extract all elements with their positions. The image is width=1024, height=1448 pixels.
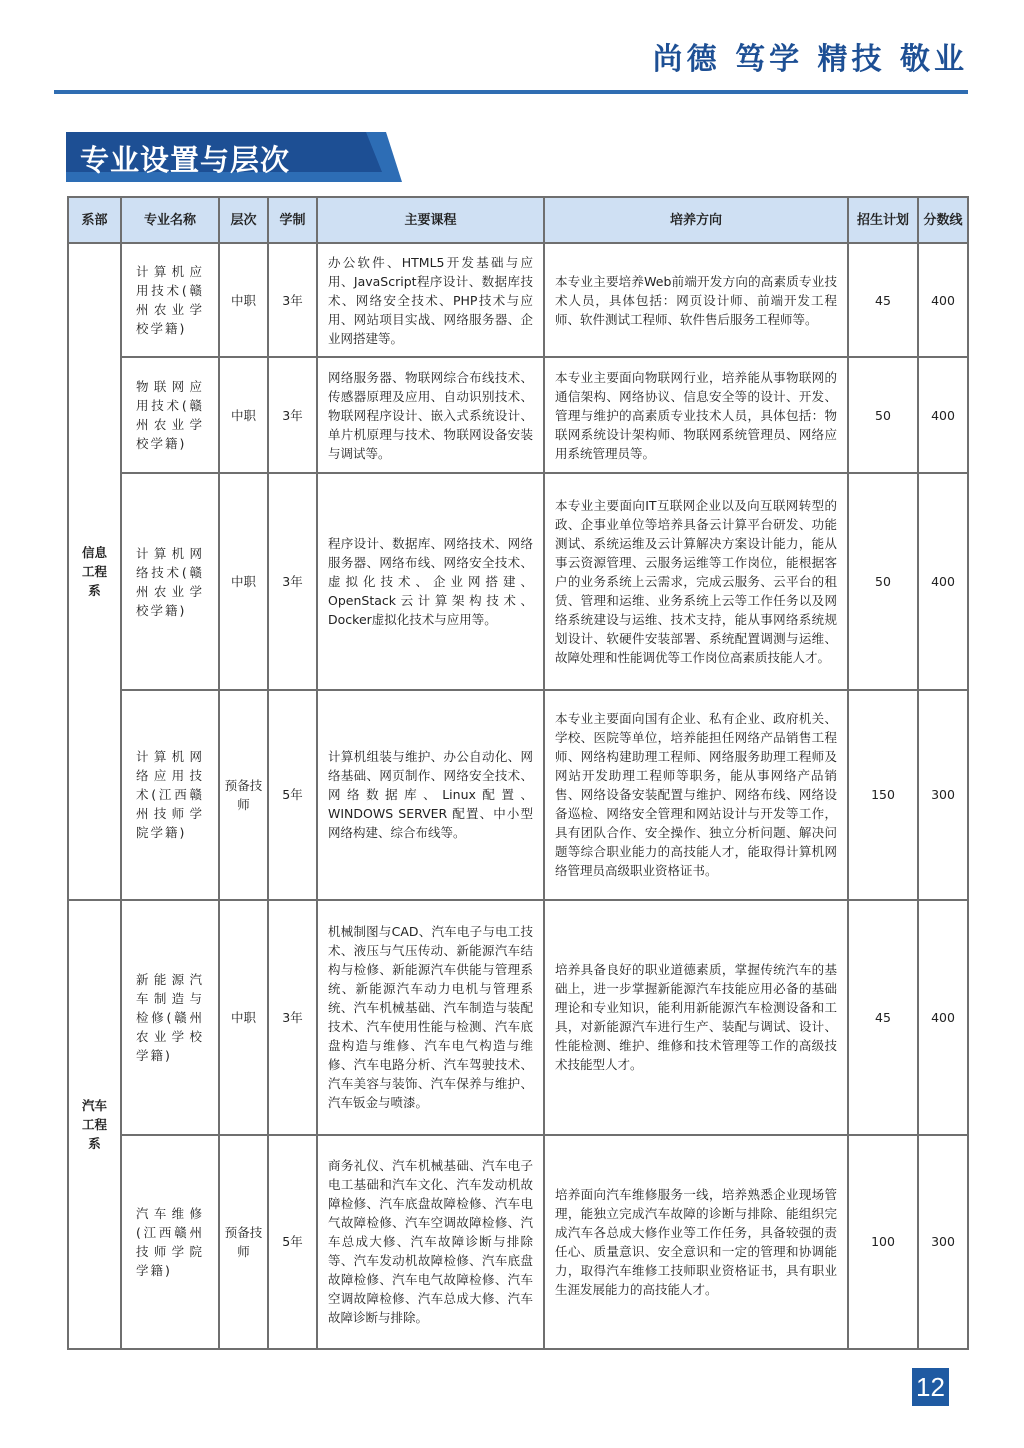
page-number: 12 (912, 1368, 949, 1406)
enroll-plan: 150 (848, 690, 918, 900)
major-name: 计算机网络应用技术(江西赣州技师学院学籍) (121, 690, 219, 900)
direction: 本专业主要面向IT互联网企业以及向互联网转型的政、企事业单位等培养具备云计算平台研发、功能测试、系统运维及云计算解决方案设计能力，能从事云资源管理、云服务运维等工作岗位，能根据客户的业务系统上云需求，完成云服务、云平台的租赁、管理和运维、业务系统上云等工作任务以及网络系统建设与运维、技术支持，能从事网络系统规划设计、软硬件安装部署、系统配置调测与运维、故障处理和性能调优等工作岗位高素质技能人才。 (544, 473, 848, 689)
major-name: 物联网应用技术(赣州农业学校学籍) (121, 357, 219, 473)
header-direction: 培养方向 (544, 197, 848, 243)
years: 3年 (268, 473, 317, 689)
table-row (68, 243, 968, 357)
table-row (68, 900, 968, 1134)
direction: 本专业主要面向国有企业、私有企业、政府机关、学校、医院等单位，培养能担任网络产品销售工程师、网络构建助理工程师、网络服务助理工程师及网站开发助理工程师等职务，能从事网络产品销售、网络设备安装配置与维护、网络布线、网络设备巡检、网络安全管理和网站设计与开发等工作，具有团队合作、安全操作、独立分析问题、解决问题等综合职业能力的高技能人才，能取得计算机网络管理员高级职业资格证书。 (544, 690, 848, 900)
direction: 培养面向汽车维修服务一线，培养熟悉企业现场管理，能独立完成汽车故障的诊断与排除、能组织完成汽车各总成大修作业等工作任务，具备较强的责任心、质量意识、安全意识和一定的管理和协调能力，取得汽车维修工技师职业资格证书，具有职业生涯发展能力的高技能人才。 (544, 1135, 848, 1349)
enroll-plan: 50 (848, 473, 918, 689)
table-row (68, 357, 968, 473)
direction: 本专业主要培养Web前端开发方向的高素质专业技术人员，具体包括：网页设计师、前端开发工程师、软件测试工程师、软件售后服务工程师等。 (544, 243, 848, 357)
header-score: 分数线 (918, 197, 968, 243)
courses: 网络服务器、物联网综合布线技术、传感器原理及应用、自动识别技术、物联网程序设计、嵌入式系统设计、单片机原理与技术、物联网设备安装与调试等。 (317, 357, 544, 473)
direction: 本专业主要面向物联网行业，培养能从事物联网的通信架构、网络协议、信息安全等的设计、开发、管理与维护的高素质专业技术人员，具体包括：物联网系统设计架构师、物联网系统管理员、网络应用系统管理员等。 (544, 357, 848, 473)
level: 中职 (219, 473, 268, 689)
header-level: 层次 (219, 197, 268, 243)
table-row (68, 690, 968, 900)
section-title: 专业设置与层次 (80, 143, 291, 177)
score-line: 300 (918, 1135, 968, 1349)
score-line: 400 (918, 900, 968, 1134)
direction: 培养具备良好的职业道德素质，掌握传统汽车的基础上，进一步掌握新能源汽车技能应用必备的基础理论和专业知识，能利用新能源汽车检测设备和工具，对新能源汽车进行生产、装配与调试、设计、性能检测、维护、维修和技术管理等工作的高级技术技能型人才。 (544, 900, 848, 1134)
level: 预备技师 (219, 1135, 268, 1349)
enroll-plan: 45 (848, 900, 918, 1134)
major-name: 汽车维修(江西赣州技师学院学籍) (121, 1135, 219, 1349)
years: 3年 (268, 357, 317, 473)
header-years: 学制 (268, 197, 317, 243)
table-row (68, 1135, 968, 1349)
courses: 程序设计、数据库、网络技术、网络服务器、网络布线、网络安全技术、虚拟化技术、企业网搭建、OpenStack云计算架构技术、Docker虚拟化技术与应用等。 (317, 473, 544, 689)
score-line: 300 (918, 690, 968, 900)
courses: 办公软件、HTML5开发基础与应用、JavaScript程序设计、数据库技术、网络安全技术、PHP技术与应用、网站项目实战、网络服务器、企业网搭建等。 (317, 243, 544, 357)
majors-table (67, 196, 969, 1350)
score-line: 400 (918, 473, 968, 689)
major-name: 计算机应用技术(赣州农业学校学籍) (121, 243, 219, 357)
major-name: 新能源汽车制造与检修(赣州农业学校学籍) (121, 900, 219, 1134)
courses: 机械制图与CAD、汽车电子与电工技术、液压与气压传动、新能源汽车结构与检修、新能源汽车供能与管理系统、新能源汽车动力电机与管理系统、汽车机械基础、汽车制造与装配技术、汽车使用性能与检测、汽车底盘构造与维修、汽车电气构造与维修、汽车电路分析、汽车驾驶技术、汽车美容与装饰、汽车保养与维护、汽车钣金与喷漆。 (317, 900, 544, 1134)
score-line: 400 (918, 357, 968, 473)
dept-name: 汽车工程系 (68, 900, 121, 1349)
enroll-plan: 50 (848, 357, 918, 473)
enroll-plan: 45 (848, 243, 918, 357)
header-courses: 主要课程 (317, 197, 544, 243)
table-row (68, 473, 968, 689)
level: 中职 (219, 900, 268, 1134)
dept-name: 信息工程系 (68, 243, 121, 900)
courses: 商务礼仪、汽车机械基础、汽车电子电工基础和汽车文化、汽车发动机故障检修、汽车底盘故障检修、汽车电气故障检修、汽车空调故障检修、汽车总成大修、汽车故障诊断与排除等、汽车发动机故障检修、汽车底盘故障检修、汽车电气故障检修、汽车空调故障检修、汽车总成大修、汽车故障诊断与排除。 (317, 1135, 544, 1349)
header-major: 专业名称 (121, 197, 219, 243)
score-line: 400 (918, 243, 968, 357)
section-banner (66, 132, 402, 182)
top-divider (54, 90, 968, 94)
courses: 计算机组装与维护、办公自动化、网络基础、网页制作、网络安全技术、网络数据库、Linux配置、WINDOWS SERVER 配置、中小型网络构建、综合布线等。 (317, 690, 544, 900)
years: 3年 (268, 243, 317, 357)
major-name: 计算机网络技术(赣州农业学校学籍) (121, 473, 219, 689)
level: 中职 (219, 357, 268, 473)
header-plan: 招生计划 (848, 197, 918, 243)
level: 预备技师 (219, 690, 268, 900)
header-dept: 系部 (68, 197, 121, 243)
table-header-row (68, 197, 968, 243)
enroll-plan: 100 (848, 1135, 918, 1349)
years: 5年 (268, 1135, 317, 1349)
years: 3年 (268, 900, 317, 1134)
level: 中职 (219, 243, 268, 357)
years: 5年 (268, 690, 317, 900)
motto: 尚德 笃学 精技 敬业 (652, 42, 968, 77)
